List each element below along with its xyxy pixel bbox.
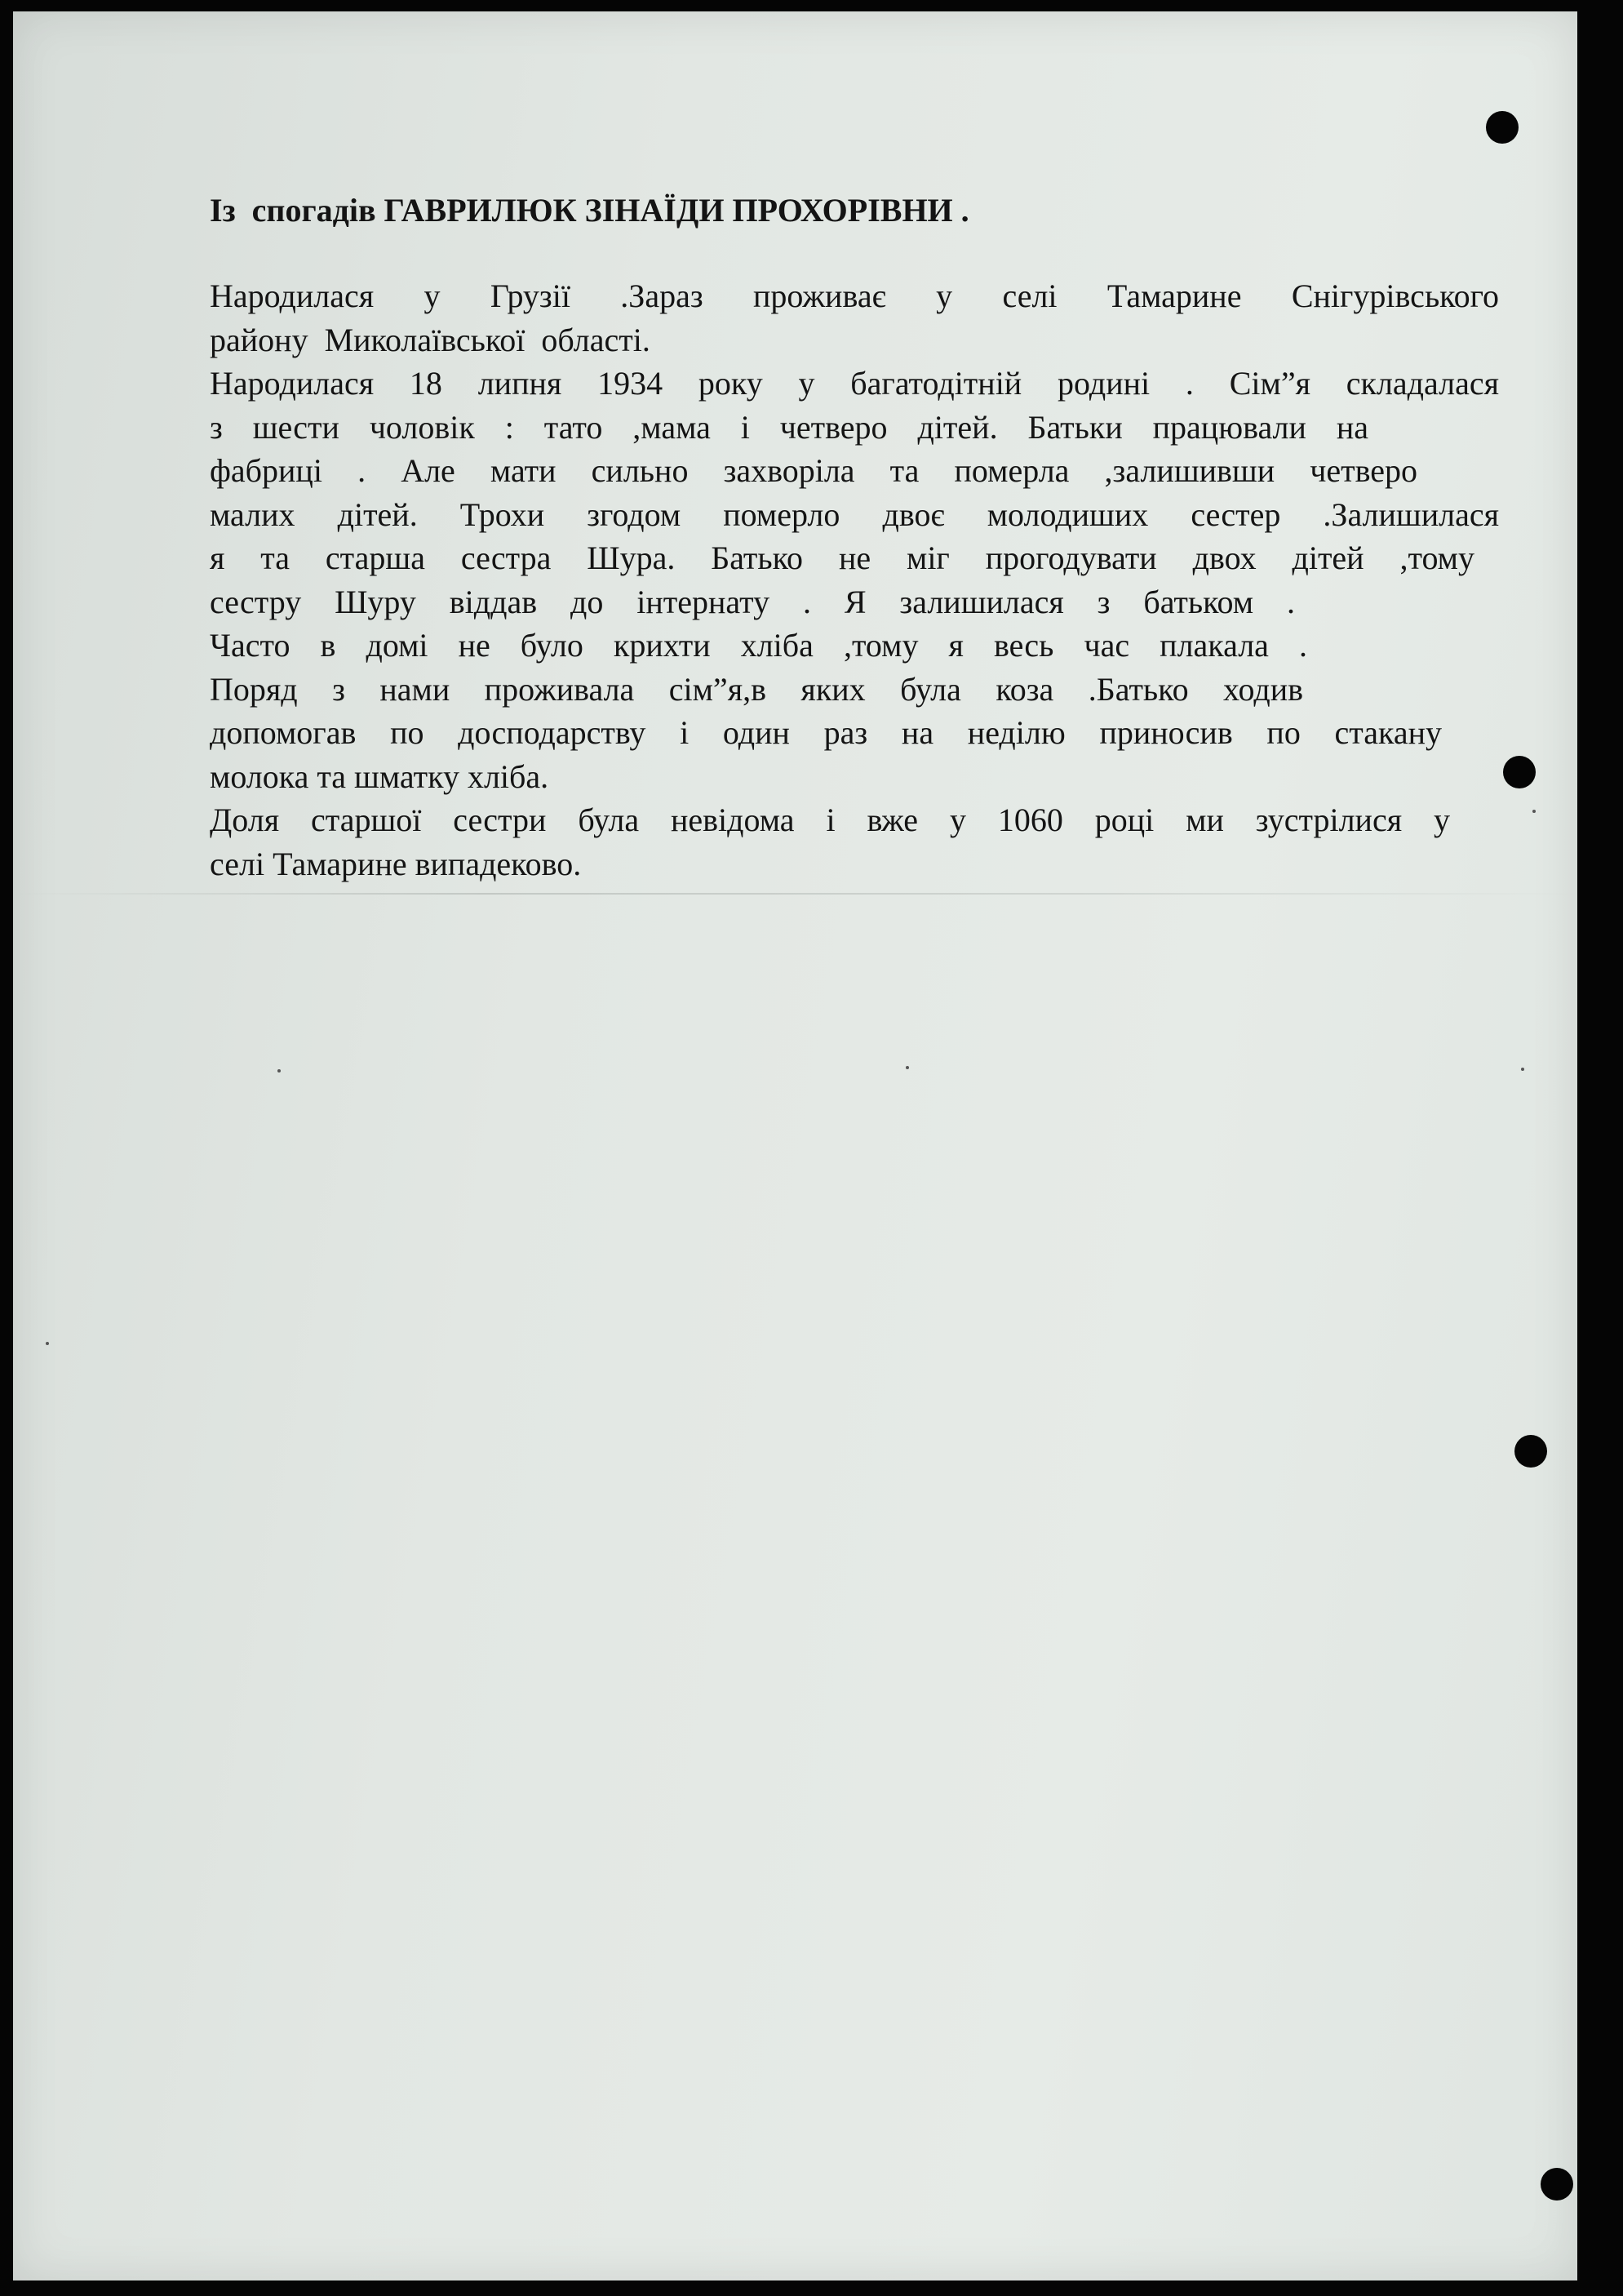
text-line: Доля старшої сестри була невідома і вже у 1060 році ми зустрілися у — [210, 802, 1450, 838]
text-line: селі Тамарине випадеково. — [210, 845, 582, 882]
text-line: Поряд з нами проживала сім”я,в яких була коза .Батько ходив — [210, 670, 1303, 708]
punch-hole — [1486, 111, 1519, 144]
punch-hole — [1514, 1435, 1547, 1468]
text-line: молока та шматку хліба. — [210, 757, 549, 795]
text-line: я та старша сестра Шура. Батько не міг прогодувати двох дітей ,тому — [210, 540, 1474, 576]
paper-sheet — [13, 11, 1577, 2280]
text-line: району Миколаївської області. — [210, 321, 650, 358]
text-line: фабриці . Але мати сильно захворіла та померла ,залишивши четверо — [210, 452, 1417, 489]
punch-hole — [1503, 756, 1536, 788]
text-line: допомогав по досподарству і один раз на неділю приносив по стакану — [210, 714, 1442, 751]
speck — [1521, 1068, 1524, 1071]
document-body — [210, 274, 1499, 886]
text-line: Народилася 18 липня 1934 року у багатодітній родині . Сім”я складалася — [210, 365, 1499, 402]
text-line: Народилася у Грузії .Зараз проживає у селі Тамарине Снігурівського — [210, 278, 1499, 314]
punch-hole — [1541, 2168, 1573, 2201]
speck — [1532, 810, 1536, 813]
speck — [46, 1342, 49, 1345]
text-line: Часто в домі не було крихти хліба ,тому я весь час плакала . — [210, 627, 1307, 664]
text-line: сестру Шуру віддав до інтернату . Я залишилася з батьком . — [210, 583, 1295, 620]
text-line: малих дітей. Трохи згодом померло двоє молодиших сестер .Залишилася — [210, 495, 1499, 533]
speck — [277, 1069, 281, 1073]
text-line: з шести чоловік : тато ,мама і четверо дітей. Батьки працювали на — [210, 408, 1368, 446]
document-title: Із спогадів ГАВРИЛЮК ЗІНАЇДИ ПРОХОРІВНИ . — [210, 192, 969, 229]
speck — [906, 1066, 909, 1069]
